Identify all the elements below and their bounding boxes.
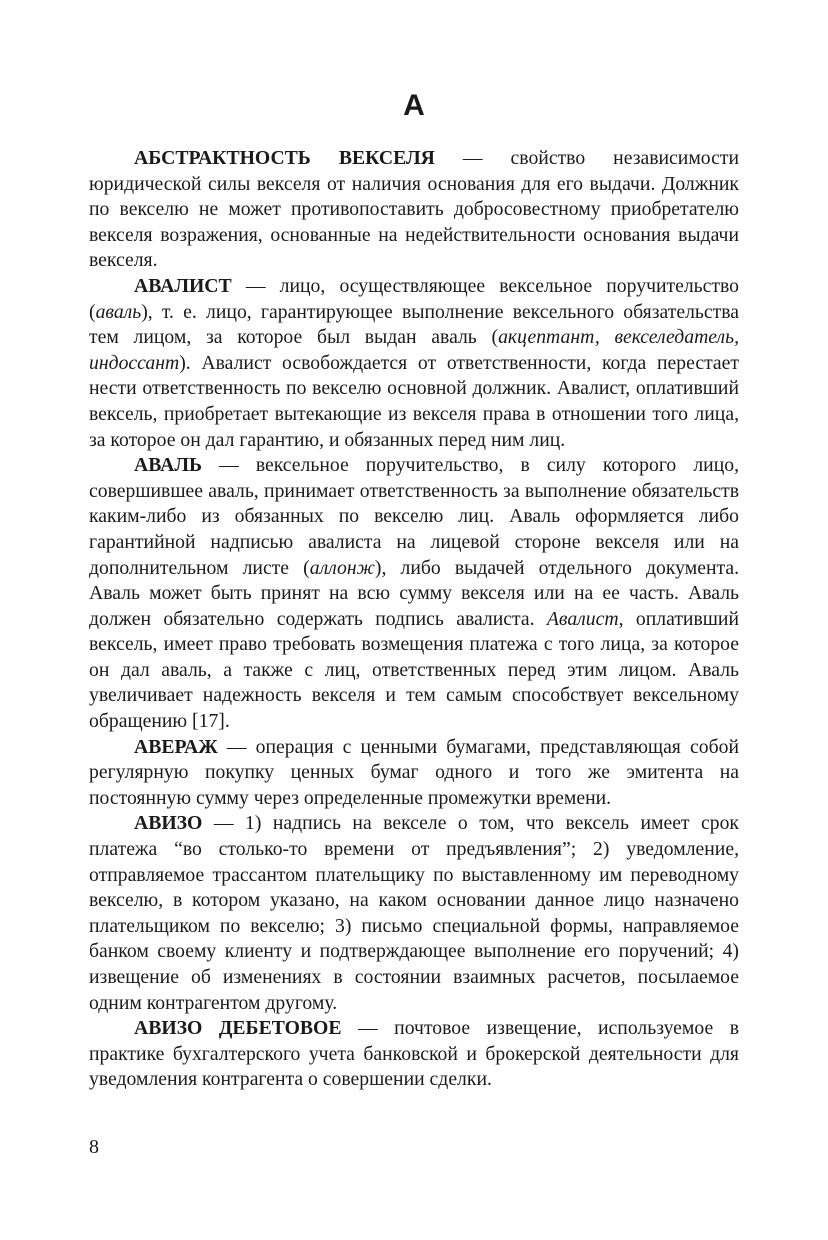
- entry-term: АВИЗО ДЕБЕТОВОЕ: [134, 1017, 342, 1040]
- entry-definition-part: ), т. е. лицо, гарантирующее выполнение вексельного обязательства тем лицом, за которое был выдан аваль (: [89, 300, 739, 349]
- section-letter: А: [403, 89, 425, 122]
- entry-avizo: [89, 811, 739, 1016]
- entry-abstraktnost-vekselya: [89, 146, 739, 274]
- cross-reference: акцептант, векселедатель, индоссант: [89, 326, 739, 374]
- page-number: 8: [89, 1136, 99, 1158]
- dictionary-body: [89, 146, 739, 1093]
- entry-aval: [89, 453, 739, 735]
- entry-term: АВИЗО: [134, 812, 203, 835]
- entry-definition: — свойство независимости юридической силы векселя от наличия основания для его выдачи. Должник по векселю не может противопоставить добросовестному приобретателю векселя возражения, основанные на недействительности основания выдачи векселя.: [89, 147, 739, 272]
- entry-definition-part: , оплативший вексель, имеет право требовать возмещения платежа с того лица, за которое он дал аваль, а также с лиц, ответственных перед этим лицом. Аваль увеличивает надежность векселя и тем самым способствует вексельному обращению [17].: [89, 607, 739, 733]
- entry-definition-part: ), либо выдачей отдельного документа. Аваль может быть принят на всю сумму векселя или на ее часть. Аваль должен обязательно содержать подпись авалиста.: [89, 556, 739, 630]
- entry-definition: — почтовое извещение, используемое в практике бухгалтерского учета банковской и брокерской деятельности для уведомления контрагента о совершении сделки.: [89, 1017, 739, 1091]
- entry-definition: — 1) надпись на векселе о том, что вексель имеет срок платежа “во столько-то времени от предъявления”; 2) уведомление, отправляемое трассантом плательщику по выставленному им переводному векселю, в котором указано, на каком основании данное лицо назначено плательщиком по векселю; 3) письмо специальной формы, направляемое банком своему клиенту и подтверждающее выполнение его поручений; 4) извещение об изменениях в состоянии взаимных расчетов, посылаемое одним контрагентом другому.: [89, 812, 739, 1014]
- cross-reference: аллонж: [309, 556, 375, 579]
- entry-definition: — операция с ценными бумагами, представляющая собой регулярную покупку ценных бумаг одного и того же эмитента на постоянную сумму через определенные промежутки времени.: [89, 735, 739, 809]
- entry-avizo-debetovoe: [89, 1016, 739, 1093]
- entry-averazh: [89, 735, 739, 812]
- entry-term: АБСТРАКТНОСТЬ ВЕКСЕЛЯ: [134, 147, 435, 169]
- entry-term: АВЕРАЖ: [134, 735, 218, 758]
- entry-term: АВАЛИСТ: [134, 274, 232, 297]
- cross-reference: Авалист: [546, 607, 619, 630]
- cross-reference: аваль: [95, 300, 142, 323]
- entry-definition-part: — лицо, осуществляющее вексельное поручительство (: [89, 274, 739, 323]
- entry-definition-part: ). Авалист освобождается от ответственности, когда перестает нести ответственность по векселю основной должник. Авалист, оплативший вексель, приобретает вытекающие из векселя права в отношении того лица, за которое он дал гарантию, и обязанных перед ним лиц.: [89, 351, 739, 451]
- entry-term: АВАЛЬ: [134, 454, 203, 477]
- entry-avalist: [89, 274, 739, 453]
- entry-definition-part: — вексельное поручительство, в силу которого лицо, совершившее аваль, принимает ответственность за выполнение обязательств каким-либо из обязанных по векселю лиц. Аваль оформляется либо гарантийной надписью авалиста на лицевой стороне векселя или на дополнительном листе (: [89, 454, 739, 579]
